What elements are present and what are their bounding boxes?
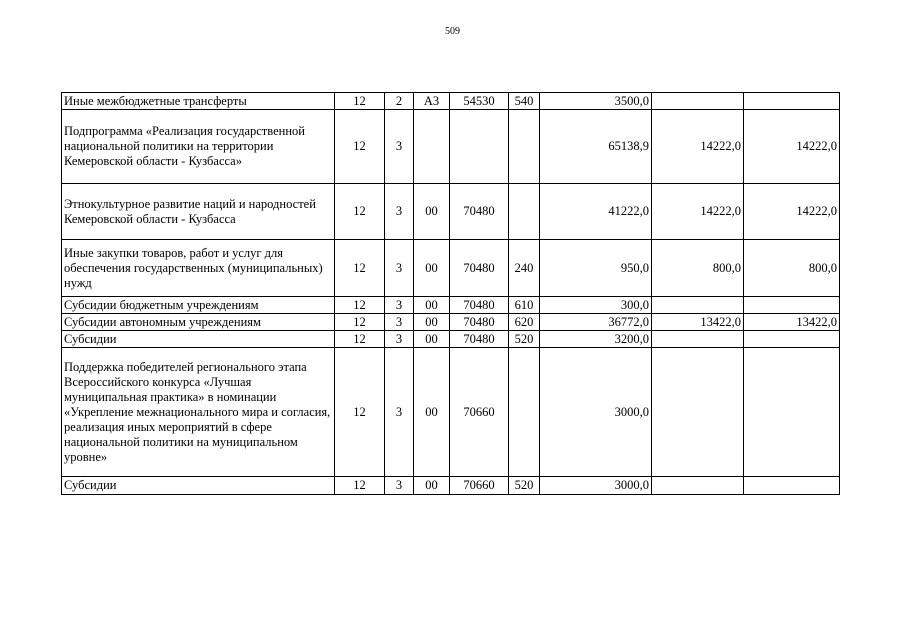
subsection-code: 3 — [385, 240, 414, 297]
page-number: 509 — [445, 26, 460, 37]
subsection-code: 3 — [385, 314, 414, 331]
amount-2: 14222,0 — [652, 110, 744, 184]
target-code: 70480 — [450, 184, 509, 240]
table-row — [62, 93, 840, 110]
target-code: 70480 — [450, 297, 509, 314]
target-code: 70480 — [450, 331, 509, 348]
amount-3: 14222,0 — [744, 110, 840, 184]
amount-3 — [744, 348, 840, 477]
target-code: 70480 — [450, 314, 509, 331]
table-row — [62, 297, 840, 314]
expense-type-code — [509, 184, 540, 240]
row-name: Субсидии бюджетным учреждениям — [62, 297, 335, 314]
subsection-code: 3 — [385, 184, 414, 240]
subsection-code: 3 — [385, 110, 414, 184]
row-name: Этнокультурное развитие наций и народностей Кемеровской области - Кузбасса — [62, 184, 335, 240]
program-code: 00 — [414, 331, 450, 348]
row-name: Субсидии — [62, 331, 335, 348]
amount-3: 14222,0 — [744, 184, 840, 240]
amount-1: 65138,9 — [540, 110, 652, 184]
target-code: 70660 — [450, 477, 509, 495]
row-name: Субсидии автономным учреждениям — [62, 314, 335, 331]
table-row — [62, 240, 840, 297]
amount-1: 950,0 — [540, 240, 652, 297]
program-code: 00 — [414, 297, 450, 314]
amount-1: 41222,0 — [540, 184, 652, 240]
amount-2: 14222,0 — [652, 184, 744, 240]
amount-2 — [652, 477, 744, 495]
table-row — [62, 110, 840, 184]
target-code: 70660 — [450, 348, 509, 477]
expense-type-code: 520 — [509, 477, 540, 495]
program-code: 00 — [414, 314, 450, 331]
row-name: Субсидии — [62, 477, 335, 495]
target-code: 54530 — [450, 93, 509, 110]
amount-2: 800,0 — [652, 240, 744, 297]
amount-3 — [744, 477, 840, 495]
section-code: 12 — [335, 348, 385, 477]
expense-type-code: 620 — [509, 314, 540, 331]
amount-1: 3500,0 — [540, 93, 652, 110]
section-code: 12 — [335, 297, 385, 314]
program-code: 00 — [414, 348, 450, 477]
table-row — [62, 348, 840, 477]
amount-1: 36772,0 — [540, 314, 652, 331]
subsection-code: 3 — [385, 297, 414, 314]
row-name: Подпрограмма «Реализация государственной национальной политики на территории Кемеровской области - Кузбасса» — [62, 110, 335, 184]
expense-type-code: 610 — [509, 297, 540, 314]
amount-3 — [744, 297, 840, 314]
amount-2 — [652, 331, 744, 348]
program-code — [414, 110, 450, 184]
amount-1: 300,0 — [540, 297, 652, 314]
target-code — [450, 110, 509, 184]
table-row — [62, 477, 840, 495]
amount-3 — [744, 93, 840, 110]
target-code: 70480 — [450, 240, 509, 297]
program-code: 00 — [414, 240, 450, 297]
section-code: 12 — [335, 314, 385, 331]
amount-1: 3000,0 — [540, 477, 652, 495]
section-code: 12 — [335, 93, 385, 110]
amount-2 — [652, 297, 744, 314]
section-code: 12 — [335, 110, 385, 184]
budget-table — [61, 92, 840, 495]
amount-2 — [652, 348, 744, 477]
section-code: 12 — [335, 184, 385, 240]
section-code: 12 — [335, 240, 385, 297]
expense-type-code: 540 — [509, 93, 540, 110]
amount-2 — [652, 93, 744, 110]
table-row — [62, 184, 840, 240]
expense-type-code: 520 — [509, 331, 540, 348]
program-code: 00 — [414, 477, 450, 495]
row-name: Иные закупки товаров, работ и услуг для обеспечения государственных (муниципальных) нужд — [62, 240, 335, 297]
row-name: Поддержка победителей регионального этапа Всероссийского конкурса «Лучшая муниципальная практика» в номинации «Укрепление межнационального мира и согласия, реализация иных мероприятий в сфере национальной политики на муниципальном уровне» — [62, 348, 335, 477]
subsection-code: 3 — [385, 348, 414, 477]
expense-type-code — [509, 110, 540, 184]
table-row — [62, 314, 840, 331]
section-code: 12 — [335, 477, 385, 495]
amount-3: 13422,0 — [744, 314, 840, 331]
program-code: А3 — [414, 93, 450, 110]
expense-type-code — [509, 348, 540, 477]
table-row — [62, 331, 840, 348]
amount-3 — [744, 331, 840, 348]
amount-3: 800,0 — [744, 240, 840, 297]
amount-1: 3000,0 — [540, 348, 652, 477]
subsection-code: 3 — [385, 477, 414, 495]
program-code: 00 — [414, 184, 450, 240]
subsection-code: 3 — [385, 331, 414, 348]
row-name: Иные межбюджетные трансферты — [62, 93, 335, 110]
amount-2: 13422,0 — [652, 314, 744, 331]
section-code: 12 — [335, 331, 385, 348]
expense-type-code: 240 — [509, 240, 540, 297]
subsection-code: 2 — [385, 93, 414, 110]
amount-1: 3200,0 — [540, 331, 652, 348]
